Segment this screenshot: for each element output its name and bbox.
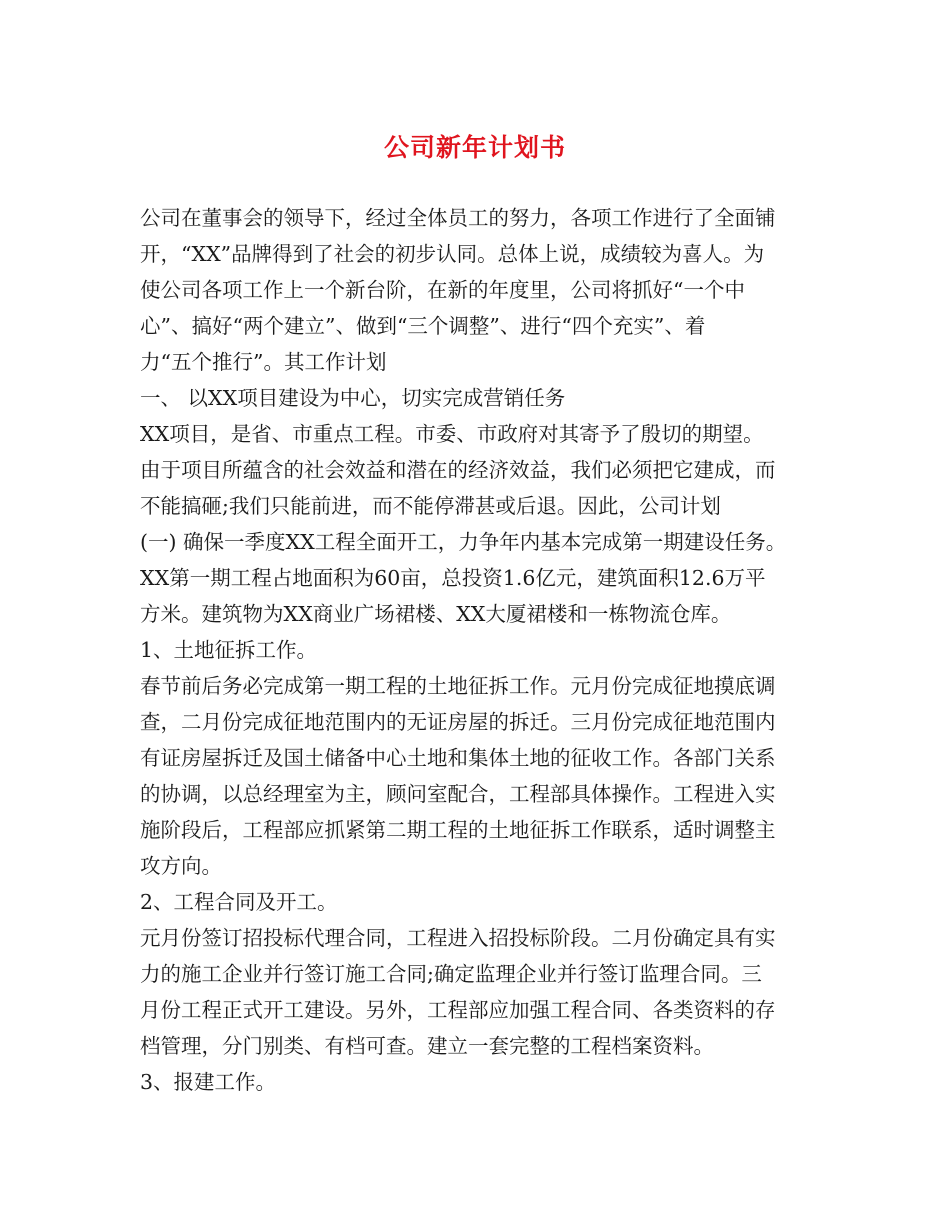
body-line: 不能搞砸;我们只能前进，而不能停滞甚或后退。因此，公司计划 <box>140 494 721 518</box>
document-body <box>140 200 820 1100</box>
body-line: 心”、搞好“两个建立”、做到“三个调整”、进行“四个充实”、着 <box>140 314 706 338</box>
body-line: 力的施工企业并行签订施工合同;确定监理企业并行签订监理合同。三 <box>140 962 762 986</box>
body-line: 3、报建工作。 <box>140 1070 277 1094</box>
body-line: 元月份签订招投标代理合同，工程进入招投标阶段。二月份确定具有实 <box>140 926 776 950</box>
body-line: 公司在董事会的领导下，经过全体员工的努力，各项工作进行了全面铺 <box>140 206 776 230</box>
body-line: 施阶段后，工程部应抓紧第二期工程的土地征拆工作联系，适时调整主 <box>140 818 776 842</box>
body-line: 2、工程合同及开工。 <box>140 890 338 914</box>
document-title: 公司新年计划书 <box>383 133 566 162</box>
body-line: 1、土地征拆工作。 <box>140 638 318 662</box>
body-line: XX第一期工程占地面积为60亩，总投资1.6亿元，建筑面积12.6万平 <box>140 566 766 590</box>
body-line: 力“五个推行”。其工作计划 <box>140 350 387 374</box>
body-line: 由于项目所蕴含的社会效益和潜在的经济效益，我们必须把它建成，而 <box>140 458 776 482</box>
body-line: 一、 以XX项目建设为中心，切实完成营销任务 <box>140 386 566 410</box>
body-line: 攻方向。 <box>140 854 222 878</box>
body-line: 档管理，分门别类、有档可查。建立一套完整的工程档案资料。 <box>140 1034 714 1058</box>
body-line: 方米。建筑物为XX商业广场裙楼、XX大厦裙楼和一栋物流仓库。 <box>140 602 732 626</box>
body-line: 查，二月份完成征地范围内的无证房屋的拆迁。三月份完成征地范围内 <box>140 710 776 734</box>
body-line: XX项目，是省、市重点工程。市委、市政府对其寄予了殷切的期望。 <box>140 422 764 446</box>
body-line: 使公司各项工作上一个新台阶，在新的年度里，公司将抓好“一个中 <box>140 278 745 302</box>
body-line: 的协调，以总经理室为主，顾问室配合，工程部具体操作。工程进入实 <box>140 782 776 806</box>
body-line: (一) 确保一季度XX工程全面开工，力争年内基本完成第一期建设任务。 <box>140 530 787 554</box>
body-line: 开，“XX”品牌得到了社会的初步认同。总体上说，成绩较为喜人。为 <box>140 242 765 266</box>
body-line: 有证房屋拆迁及国土储备中心土地和集体土地的征收工作。各部门关系 <box>140 746 776 770</box>
body-line: 月份工程正式开工建设。另外，工程部应加强工程合同、各类资料的存 <box>140 998 776 1022</box>
body-line: 春节前后务必完成第一期工程的土地征拆工作。元月份完成征地摸底调 <box>140 674 776 698</box>
